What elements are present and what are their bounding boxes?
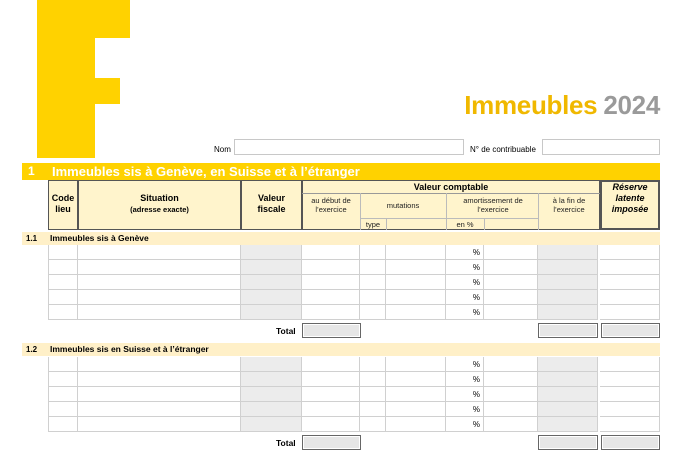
- total-reserve[interactable]: [601, 435, 660, 450]
- amort-cell[interactable]: [484, 357, 538, 372]
- reserve-cell[interactable]: [600, 245, 660, 260]
- type-cell[interactable]: [360, 290, 386, 305]
- type-cell[interactable]: [360, 387, 386, 402]
- type-cell[interactable]: [360, 357, 386, 372]
- en-pct-text: en %: [456, 220, 474, 229]
- header-divider: [302, 193, 600, 194]
- reserve-cell[interactable]: [600, 275, 660, 290]
- total-reserve[interactable]: [601, 323, 660, 338]
- code-cell[interactable]: [48, 290, 78, 305]
- debut-cell[interactable]: [302, 245, 360, 260]
- mutation-cell[interactable]: [386, 387, 446, 402]
- valeur-comptable-text: Valeur comptable: [413, 182, 489, 192]
- mutation-cell[interactable]: [386, 357, 446, 372]
- fin-cell[interactable]: [538, 372, 598, 387]
- debut-cell[interactable]: [302, 357, 360, 372]
- total-valeur-fiscale[interactable]: [302, 323, 361, 338]
- contribuable-field[interactable]: [542, 139, 660, 155]
- total-label: Total: [276, 438, 296, 448]
- nom-label: Nom: [214, 145, 231, 154]
- valeur-fiscale-cell[interactable]: [241, 245, 302, 260]
- form-letter-f-logo: [0, 0, 130, 158]
- fin-cell[interactable]: [538, 260, 598, 275]
- header-sep: [538, 193, 539, 230]
- valeur-fiscale-cell[interactable]: [241, 372, 302, 387]
- debut-cell[interactable]: [302, 290, 360, 305]
- code-cell[interactable]: [48, 305, 78, 320]
- type-cell[interactable]: [360, 305, 386, 320]
- reserve-cell[interactable]: [600, 372, 660, 387]
- reserve-cell[interactable]: [600, 387, 660, 402]
- amort-cell[interactable]: [484, 417, 538, 432]
- valeur-fiscale-cell[interactable]: [241, 260, 302, 275]
- mutation-cell[interactable]: [386, 402, 446, 417]
- amort-cell[interactable]: [484, 372, 538, 387]
- fin-cell[interactable]: [538, 275, 598, 290]
- amort-cell[interactable]: [484, 275, 538, 290]
- valeur-fiscale-cell[interactable]: [241, 387, 302, 402]
- code-cell[interactable]: [48, 245, 78, 260]
- contribuable-label: N° de contribuable: [470, 145, 536, 154]
- situation-cell[interactable]: [78, 275, 241, 290]
- debut-cell[interactable]: [302, 387, 360, 402]
- type-text: type: [365, 220, 381, 229]
- total-fin-exercice[interactable]: [538, 435, 598, 450]
- valeur-fiscale-cell[interactable]: [241, 275, 302, 290]
- percent-sign: %: [472, 390, 480, 399]
- fin-cell[interactable]: [538, 290, 598, 305]
- debut-cell[interactable]: [302, 260, 360, 275]
- mutation-cell[interactable]: [386, 260, 446, 275]
- type-cell[interactable]: [360, 245, 386, 260]
- fin-cell[interactable]: [538, 245, 598, 260]
- situation-cell[interactable]: [78, 417, 241, 432]
- valeur-fiscale-cell[interactable]: [241, 402, 302, 417]
- header-situation-text: [78, 193, 241, 215]
- fin-cell[interactable]: [538, 402, 598, 417]
- subsection-number: 1.1: [26, 234, 38, 243]
- mutation-cell[interactable]: [386, 372, 446, 387]
- section-number: 1: [28, 164, 35, 178]
- debut-cell[interactable]: [302, 305, 360, 320]
- subsection-number: 1.2: [26, 345, 38, 354]
- code-cell[interactable]: [48, 357, 78, 372]
- amort-cell[interactable]: [484, 387, 538, 402]
- code-cell[interactable]: [48, 260, 78, 275]
- code-cell[interactable]: [48, 417, 78, 432]
- percent-sign: %: [472, 278, 480, 287]
- fin-cell[interactable]: [538, 305, 598, 320]
- situation-cell[interactable]: [78, 372, 241, 387]
- situation-cell[interactable]: [78, 245, 241, 260]
- percent-sign: %: [472, 248, 480, 257]
- reserve-cell[interactable]: [600, 417, 660, 432]
- header-code-text: Code lieu: [51, 193, 75, 214]
- mutation-cell[interactable]: [386, 245, 446, 260]
- amort-cell[interactable]: [484, 245, 538, 260]
- situation-sub: (adresse exacte): [130, 205, 189, 214]
- fin-cell[interactable]: [538, 387, 598, 402]
- mutation-cell[interactable]: [386, 417, 446, 432]
- mutation-cell[interactable]: [386, 305, 446, 320]
- valeur-fiscale-cell[interactable]: [241, 417, 302, 432]
- situation-label: Situation: [140, 193, 179, 203]
- debut-cell[interactable]: [302, 275, 360, 290]
- percent-sign: %: [472, 360, 480, 369]
- situation-cell[interactable]: [78, 260, 241, 275]
- fin-cell[interactable]: [538, 417, 598, 432]
- debut-cell[interactable]: [302, 417, 360, 432]
- reserve-cell[interactable]: [600, 290, 660, 305]
- subsection-title: Immeubles sis en Suisse et à l’étranger: [50, 344, 209, 354]
- amort-cell[interactable]: [484, 290, 538, 305]
- valeur-fiscale-cell[interactable]: [241, 357, 302, 372]
- title-year: 2024: [603, 90, 660, 120]
- mutation-cell[interactable]: [386, 275, 446, 290]
- valeur-fiscale-cell[interactable]: [241, 305, 302, 320]
- code-cell[interactable]: [48, 387, 78, 402]
- fin-cell[interactable]: [538, 357, 598, 372]
- percent-sign: %: [472, 420, 480, 429]
- amort-cell[interactable]: [484, 402, 538, 417]
- nom-field[interactable]: [234, 139, 464, 155]
- situation-cell[interactable]: [78, 290, 241, 305]
- code-cell[interactable]: [48, 402, 78, 417]
- type-cell[interactable]: [360, 402, 386, 417]
- debut-cell[interactable]: [302, 372, 360, 387]
- situation-cell[interactable]: [78, 387, 241, 402]
- reserve-text: Réserve latente imposée: [611, 182, 649, 214]
- situation-cell[interactable]: [78, 357, 241, 372]
- page-title: [464, 90, 660, 121]
- amortissement-text: amortissement de l’exercice: [463, 196, 523, 214]
- reserve-cell[interactable]: [600, 260, 660, 275]
- code-cell[interactable]: [48, 372, 78, 387]
- situation-cell[interactable]: [78, 305, 241, 320]
- debut-cell[interactable]: [302, 402, 360, 417]
- valeur-fiscale-cell[interactable]: [241, 290, 302, 305]
- mutations-text: mutations: [386, 201, 420, 210]
- type-cell[interactable]: [360, 417, 386, 432]
- reserve-cell[interactable]: [600, 305, 660, 320]
- code-cell[interactable]: [48, 275, 78, 290]
- subsection-title: Immeubles sis à Genève: [50, 233, 149, 243]
- total-fin-exercice[interactable]: [538, 323, 598, 338]
- valeur-fiscale-text: Valeur fiscale: [257, 193, 286, 214]
- percent-sign: %: [472, 375, 480, 384]
- fin-text: à la fin de l’exercice: [552, 196, 586, 214]
- percent-sign: %: [472, 308, 480, 317]
- percent-sign: %: [472, 263, 480, 272]
- percent-sign: %: [472, 405, 480, 414]
- amort-cell[interactable]: [484, 305, 538, 320]
- debut-text: au début de l’exercice: [311, 196, 351, 214]
- reserve-cell[interactable]: [600, 402, 660, 417]
- total-label: Total: [276, 326, 296, 336]
- header-sep: [484, 218, 485, 230]
- type-cell[interactable]: [360, 372, 386, 387]
- mutation-cell[interactable]: [386, 290, 446, 305]
- section-title: Immeubles sis à Genève, en Suisse et à l’étranger: [52, 164, 360, 179]
- type-cell[interactable]: [360, 260, 386, 275]
- situation-cell[interactable]: [78, 402, 241, 417]
- header-sep: [386, 218, 387, 230]
- type-cell[interactable]: [360, 275, 386, 290]
- percent-sign: %: [472, 293, 480, 302]
- amort-cell[interactable]: [484, 260, 538, 275]
- reserve-cell[interactable]: [600, 357, 660, 372]
- total-valeur-fiscale[interactable]: [302, 435, 361, 450]
- title-text: Immeubles: [464, 90, 598, 120]
